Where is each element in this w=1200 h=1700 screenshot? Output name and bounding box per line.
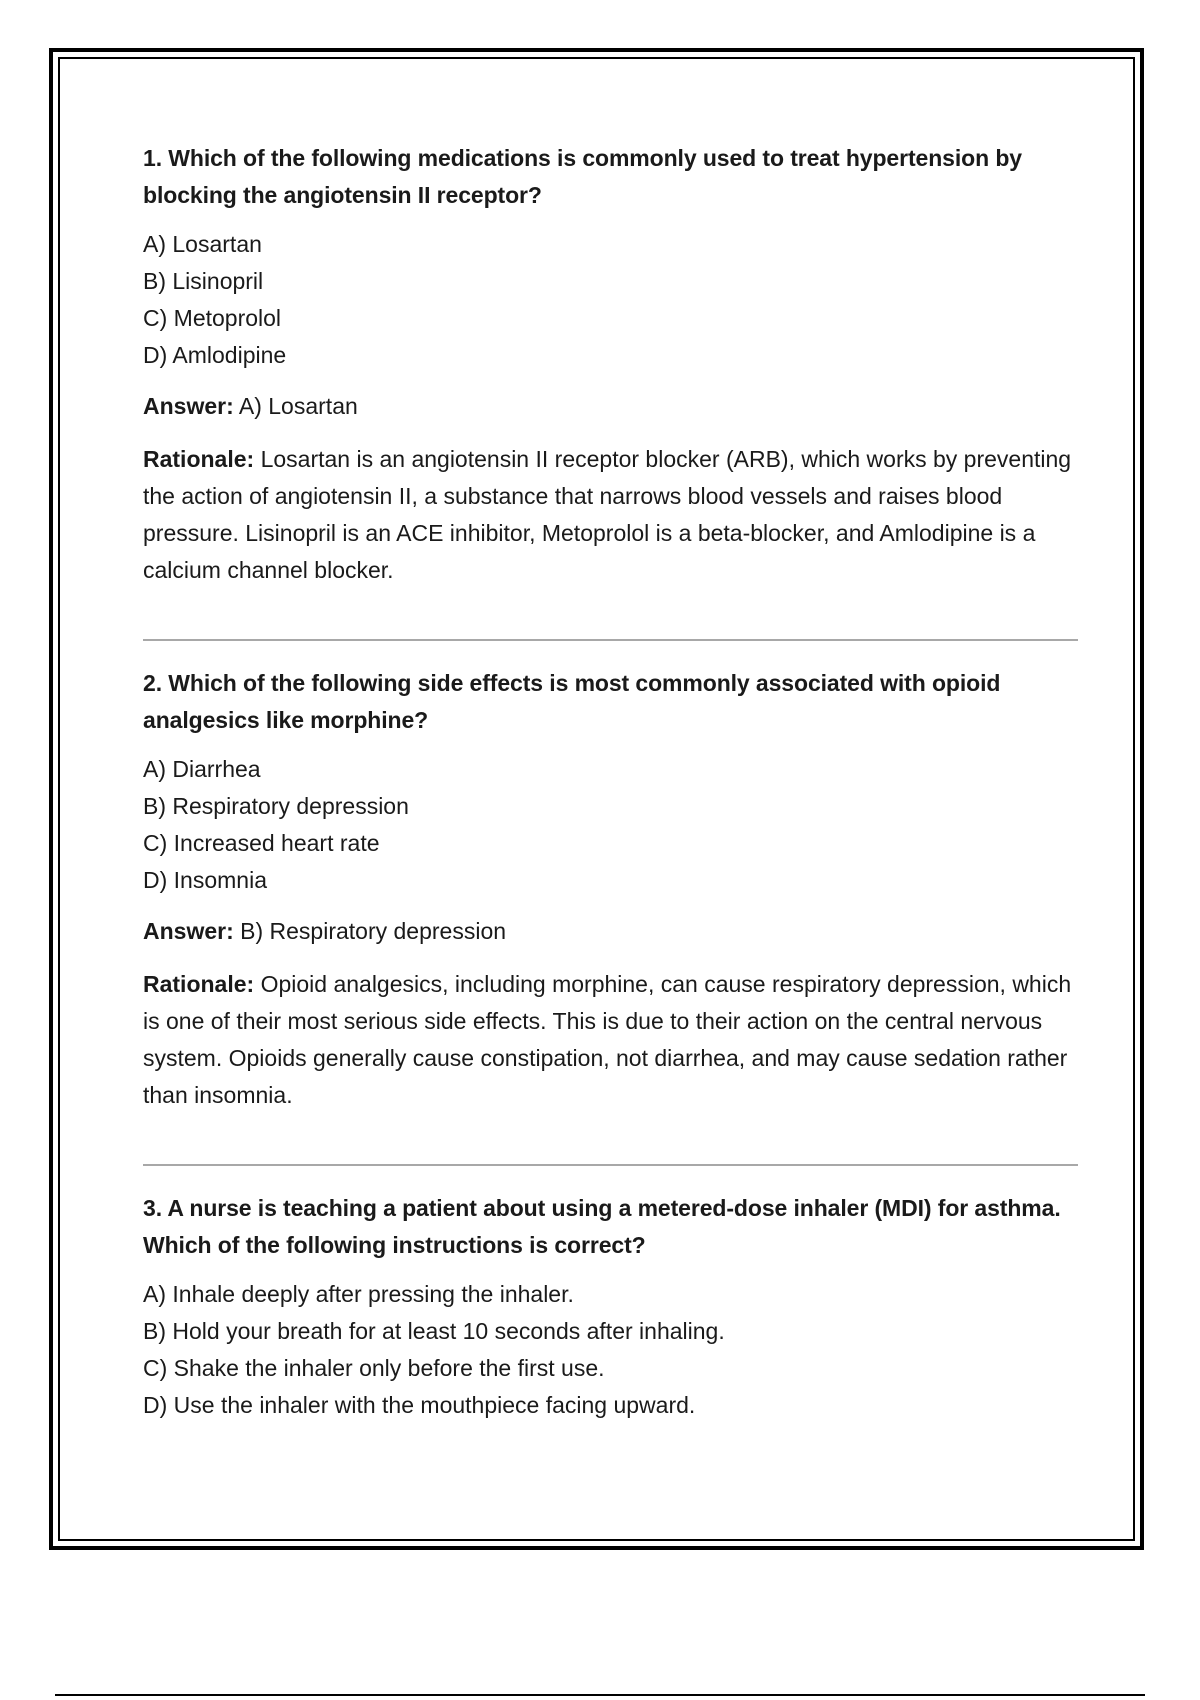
rationale-label: Rationale:: [143, 971, 255, 997]
section-divider: [143, 1164, 1078, 1166]
question-3-option-a: A) Inhale deeply after pressing the inhaler.: [143, 1281, 574, 1307]
question-3: [143, 1190, 1073, 1424]
question-1-options: [143, 226, 1073, 374]
answer-label: Answer:: [143, 918, 234, 944]
question-2-option-d: D) Insomnia: [143, 867, 267, 893]
question-2-options: [143, 751, 1073, 899]
question-2-answer: [143, 913, 1073, 950]
question-3-text: 3. A nurse is teaching a patient about using a metered-dose inhaler (MDI) for asthma. Which of the following instructions is correct?: [143, 1195, 1061, 1258]
footer-rule: [55, 1694, 1145, 1696]
question-3-option-b: B) Hold your breath for at least 10 seconds after inhaling.: [143, 1318, 725, 1344]
question-2-rationale: [143, 966, 1073, 1114]
question-1-rationale: [143, 441, 1073, 589]
rationale-text: Opioid analgesics, including morphine, can cause respiratory depression, which is one of their most serious side effects. This is due to their action on the central nervous system. Opioids generally cause constipation, not diarrhea, and may cause sedation rather than insomnia.: [143, 971, 1072, 1108]
answer-value: B) Respiratory depression: [240, 918, 507, 944]
question-1-option-a: A) Losartan: [143, 231, 262, 257]
question-1: [143, 140, 1073, 589]
question-2-option-a: A) Diarrhea: [143, 756, 261, 782]
question-1-answer: [143, 388, 1073, 425]
rationale-text: Losartan is an angiotensin II receptor blocker (ARB), which works by preventing the action of angiotensin II, a substance that narrows blood vessels and raises blood pressure. Lisinopril is an ACE inhibitor, Metoprolol is a beta-blocker, and Amlodipine is a calcium channel blocker.: [143, 446, 1072, 583]
question-2: [143, 665, 1073, 1114]
question-3-options: [143, 1276, 1073, 1424]
question-3-option-c: C) Shake the inhaler only before the first use.: [143, 1355, 605, 1381]
question-1-option-c: C) Metoprolol: [143, 305, 282, 331]
rationale-label: Rationale:: [143, 446, 255, 472]
answer-label: Answer:: [143, 393, 234, 419]
section-divider: [143, 639, 1078, 641]
question-2-option-c: C) Increased heart rate: [143, 830, 380, 856]
quiz-content: [143, 140, 1073, 1438]
question-3-option-d: D) Use the inhaler with the mouthpiece facing upward.: [143, 1392, 696, 1418]
question-1-text: 1. Which of the following medications is commonly used to treat hypertension by blocking the angiotensin II receptor?: [143, 145, 1022, 208]
answer-value: A) Losartan: [238, 393, 358, 419]
question-1-option-b: B) Lisinopril: [143, 268, 264, 294]
question-2-text: 2. Which of the following side effects is most commonly associated with opioid analgesics like morphine?: [143, 670, 1001, 733]
question-2-option-b: B) Respiratory depression: [143, 793, 409, 819]
question-1-option-d: D) Amlodipine: [143, 342, 287, 368]
